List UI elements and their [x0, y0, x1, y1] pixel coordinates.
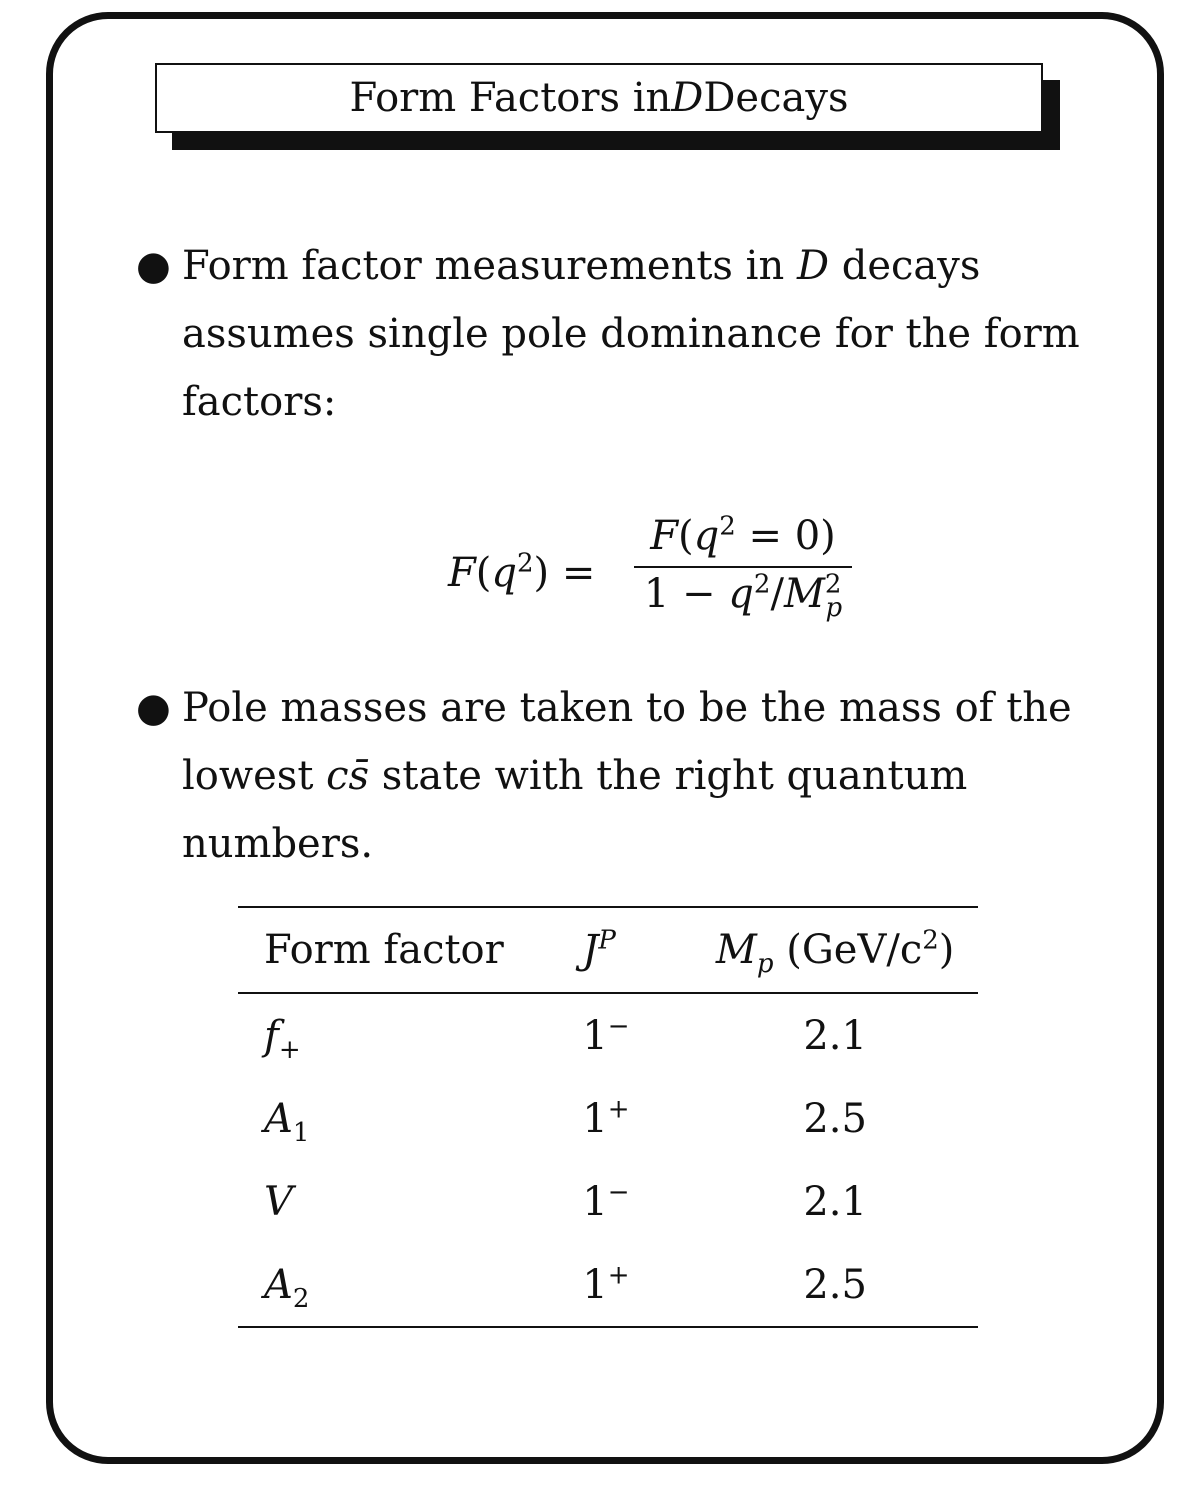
cell-jp	[556, 1077, 692, 1160]
bullet-1-line-1	[182, 232, 1102, 300]
ff-symbol: f	[264, 1012, 279, 1059]
bullet-2-var: cs̄	[326, 753, 370, 799]
bullet-1-var: D	[796, 243, 830, 289]
equation-denominator: $1 - q^2/M^2_p$	[643, 569, 843, 623]
cell-form-factor	[238, 1077, 556, 1160]
den-q: q	[728, 571, 754, 617]
jp-parity: +	[607, 1260, 630, 1291]
header-jp	[556, 907, 692, 993]
bullet-1-line-3: factors:	[182, 379, 337, 425]
title-suffix: Decays	[703, 75, 849, 121]
header-mp-unit: (GeV/c	[773, 927, 923, 973]
ff-symbol: A	[264, 1095, 293, 1142]
cell-mass: 2.1	[803, 1012, 867, 1059]
num-q: q	[693, 513, 720, 559]
lhs-q: q	[491, 550, 517, 596]
bullet-2-line-3: numbers.	[182, 821, 374, 867]
jp-value: 1	[582, 1261, 608, 1308]
jp-parity: +	[607, 1094, 630, 1125]
cell-mass: 2.1	[803, 1178, 867, 1225]
bullet-2-text-a: lowest	[182, 753, 327, 799]
bullet-1-line-2: assumes single pole dominance for the form	[182, 311, 1080, 357]
header-form-factor: Form factor	[264, 927, 504, 973]
cell-mass: 2.5	[803, 1095, 867, 1142]
num-exp: 2	[719, 511, 736, 542]
ff-sub: +	[278, 1034, 301, 1065]
header-mp-exp: 2	[922, 925, 939, 956]
cell-form-factor	[238, 993, 556, 1077]
den-exp: 2	[753, 569, 771, 600]
den-m: M	[783, 571, 825, 617]
jp-parity: −	[607, 1177, 630, 1208]
header-mp-close: )	[938, 927, 955, 973]
slide-title	[155, 63, 1043, 133]
lhs-f: F	[448, 550, 476, 596]
header-mp-sub: p	[756, 949, 774, 979]
ff-symbol: A	[264, 1261, 293, 1308]
cell-mass: 2.5	[803, 1261, 867, 1308]
den-m-exp: 2	[824, 569, 842, 600]
cell-jp	[556, 1243, 692, 1327]
table-row	[238, 1160, 978, 1243]
ff-sub: 2	[292, 1283, 310, 1314]
bullet-2-text-b: state with the right quantum	[369, 753, 968, 799]
bullet-2	[182, 674, 1102, 878]
table-row	[238, 1077, 978, 1160]
header-mass	[692, 907, 978, 993]
lhs-exp: 2	[516, 548, 534, 579]
bullet-2-line-1: Pole masses are taken to be the mass of the	[182, 685, 1072, 731]
equation-fraction	[634, 510, 852, 623]
num-f: F	[650, 513, 678, 559]
title-var: D	[671, 75, 704, 121]
den-pre: 1 −	[643, 571, 729, 617]
num-rest: = 0)	[735, 513, 836, 559]
cell-jp	[556, 993, 692, 1077]
den-sub: p	[825, 593, 843, 623]
cell-form-factor	[238, 1243, 556, 1327]
pole-mass-table	[238, 906, 978, 1328]
table-header-row	[238, 907, 978, 993]
bullet-dot-2: ●	[136, 685, 171, 731]
bullet-dot-1: ●	[136, 243, 171, 289]
header-jp-p: P	[598, 925, 616, 956]
equation-numerator: $F(q^2 = 0)$	[650, 511, 836, 559]
cell-form-factor	[238, 1160, 556, 1243]
bullet-1	[182, 232, 1102, 436]
bullet-2-line-2	[182, 742, 1102, 810]
title-prefix: Form Factors in	[349, 75, 672, 121]
ff-symbol: V	[264, 1178, 293, 1225]
jp-parity: −	[607, 1011, 630, 1042]
table-row	[238, 993, 978, 1077]
table-row	[238, 1243, 978, 1327]
ff-sub: 1	[292, 1117, 310, 1148]
header-jp-j: J	[582, 927, 599, 973]
jp-value: 1	[582, 1012, 608, 1059]
equation-lhs: $F(q^2)$ =	[448, 548, 596, 596]
jp-value: 1	[582, 1095, 608, 1142]
header-mp-m: M	[715, 927, 757, 973]
bullet-1-text-b: decays	[829, 243, 981, 289]
bullet-1-text-a: Form factor measurements in	[182, 243, 797, 289]
jp-value: 1	[582, 1178, 608, 1225]
cell-jp	[556, 1160, 692, 1243]
